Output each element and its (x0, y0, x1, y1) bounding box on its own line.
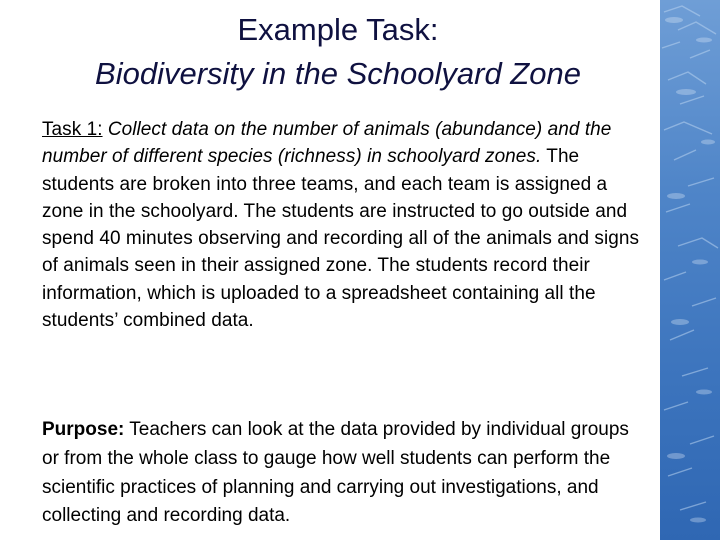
task-1-label: Task 1: (42, 119, 103, 140)
task-1-text: The students are broken into three teams, and each team is assigned a zone in the schoolyard. The students are instructed to go outside and spend 40 minutes observing and recording all of the animals and signs of animals seen in their assigned zone. The students record their information, which is uploaded to a spreadsheet containing all the students’ combined data. (42, 146, 640, 332)
purpose-paragraph (42, 416, 650, 531)
task-1-italic-text: Collect data on the number of animals (abundance) and the number of different species (richness) in schoolyard zones. (42, 119, 612, 168)
slide-title (28, 8, 648, 96)
task-1-paragraph (42, 116, 650, 334)
water-texture-decoration (660, 0, 720, 540)
title-line-1: Example Task: (237, 12, 439, 47)
purpose-text: Teachers can look at the data provided by individual groups or from the whole class to gauge how well students can perform the scientific practices of planning and carrying out investigations, and collecting and recording data. (42, 419, 629, 527)
purpose-label: Purpose: (42, 419, 125, 440)
decorative-sidebar (660, 0, 720, 540)
title-line-2: Biodiversity in the Schoolyard Zone (95, 56, 581, 91)
